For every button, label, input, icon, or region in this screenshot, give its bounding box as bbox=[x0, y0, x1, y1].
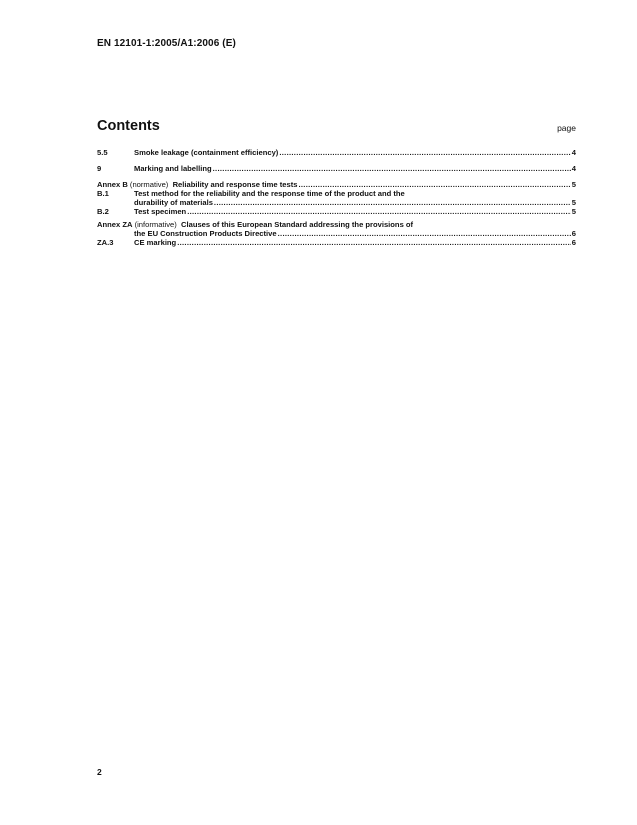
toc-leader-dots bbox=[177, 238, 571, 247]
toc-entry-page: 4 bbox=[571, 148, 576, 157]
toc-entry-b-1[interactable] bbox=[97, 189, 576, 198]
toc-leader-dots bbox=[278, 229, 571, 238]
toc-entry-b-2[interactable] bbox=[97, 207, 576, 216]
toc-leader-dots bbox=[298, 180, 570, 189]
toc-entry-title: CE marking bbox=[134, 238, 177, 247]
table-of-contents bbox=[97, 148, 576, 247]
toc-entry-page: 6 bbox=[571, 238, 576, 247]
toc-annex-type: (informative) bbox=[132, 220, 177, 229]
toc-entry-number: ZA.3 bbox=[97, 238, 114, 247]
toc-entry-page: 5 bbox=[571, 207, 576, 216]
toc-entry-number: 9 bbox=[97, 164, 102, 173]
toc-annex-type: (normative) bbox=[127, 180, 169, 189]
toc-annex-heading bbox=[97, 180, 297, 189]
toc-entry-page: 6 bbox=[571, 229, 576, 238]
toc-entry-number: B.1 bbox=[97, 189, 109, 198]
toc-leader-dots bbox=[214, 198, 571, 207]
document-header: EN 12101-1:2005/A1:2006 (E) bbox=[97, 38, 236, 49]
toc-leader-dots bbox=[187, 207, 571, 216]
toc-entry-b-1-cont[interactable] bbox=[97, 198, 576, 207]
contents-heading: Contents bbox=[97, 118, 160, 134]
page-column-label: page bbox=[557, 123, 576, 133]
toc-entry-title: Marking and labelling bbox=[134, 164, 212, 173]
toc-entry-number: 5.5 bbox=[97, 148, 108, 157]
toc-entry-9[interactable] bbox=[97, 164, 576, 173]
toc-entry-title: Reliability and response time tests bbox=[172, 180, 298, 189]
page-number: 2 bbox=[97, 767, 102, 777]
toc-entry-title-line2: the EU Construction Products Directive bbox=[134, 229, 277, 238]
toc-entry-annex-za-cont[interactable] bbox=[97, 229, 576, 238]
toc-entry-page: 4 bbox=[571, 164, 576, 173]
toc-entry-annex-za[interactable] bbox=[97, 220, 576, 229]
toc-entry-number: B.2 bbox=[97, 207, 109, 216]
toc-entry-title-line2: durability of materials bbox=[134, 198, 213, 207]
toc-entry-title: Test specimen bbox=[134, 207, 187, 216]
toc-entry-annex-b[interactable] bbox=[97, 180, 576, 189]
toc-entry-za-3[interactable] bbox=[97, 238, 576, 247]
toc-annex-label: Annex ZA bbox=[97, 220, 133, 229]
toc-leader-dots bbox=[213, 164, 571, 173]
toc-annex-label: Annex B bbox=[97, 180, 128, 189]
toc-entry-page: 5 bbox=[571, 180, 576, 189]
toc-leader-dots bbox=[279, 148, 570, 157]
toc-annex-heading bbox=[97, 220, 413, 229]
toc-entry-title-line1: Clauses of this European Standard addressing the provisions of bbox=[181, 220, 414, 229]
toc-entry-title-line1: Test method for the reliability and the response time of the product and the bbox=[134, 189, 405, 198]
toc-entry-title: Smoke leakage (containment efficiency) bbox=[134, 148, 279, 157]
toc-entry-page: 5 bbox=[571, 198, 576, 207]
toc-entry-5-5[interactable] bbox=[97, 148, 576, 157]
